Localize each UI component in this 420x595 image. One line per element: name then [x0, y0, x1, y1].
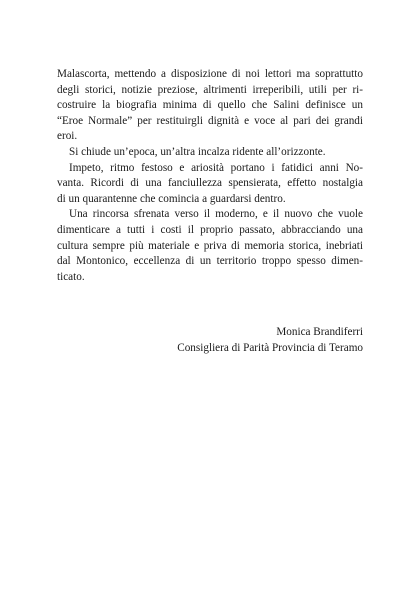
text-line: eroi. — [57, 130, 78, 143]
signature-role: Consigliera di Parità Provincia di Teramo — [177, 342, 363, 354]
text-line: costruire la biografia minima di quello che Salini definisce un — [57, 99, 363, 112]
text-line: degli storici, notizie preziose, altrimenti irreperibili, utili per ri- — [57, 83, 363, 96]
paragraph — [57, 207, 363, 285]
text-line: vanta. Ricordi di una fanciullezza spensierata, effetto nostalgia — [57, 177, 363, 190]
signature-block — [177, 324, 363, 356]
text-line: “Eroe Normale” per restituirgli dignità e voce al pari dei grandi — [57, 114, 363, 127]
text-line: Una rincorsa sfrenata verso il moderno, e il nuovo che vuole — [69, 208, 363, 221]
paragraph — [57, 67, 363, 145]
text-line: di un quarantenne che comincia a guardarsi dentro. — [57, 192, 286, 205]
text-line: Malascorta, mettendo a disposizione di noi lettori ma soprattutto — [57, 68, 363, 80]
text-line: ticato. — [57, 270, 85, 283]
text-line: Impeto, ritmo festoso e ariosità portano i fatidici anni No- — [69, 161, 363, 174]
body-text — [57, 67, 363, 285]
text-line: dal Montonico, eccellenza di un territorio troppo spesso dimen- — [57, 255, 363, 268]
text-line: dimenticare a tutti i costi il proprio passato, abbracciando una — [57, 223, 363, 236]
paragraph — [57, 145, 363, 161]
text-line: Si chiude un’epoca, un’altra incalza ridente all’orizzonte. — [69, 145, 326, 158]
text-line: cultura sempre più materiale e priva di memoria storica, inebriati — [57, 239, 363, 252]
paragraph — [57, 161, 363, 208]
signature-name: Monica Brandiferri — [276, 326, 363, 338]
